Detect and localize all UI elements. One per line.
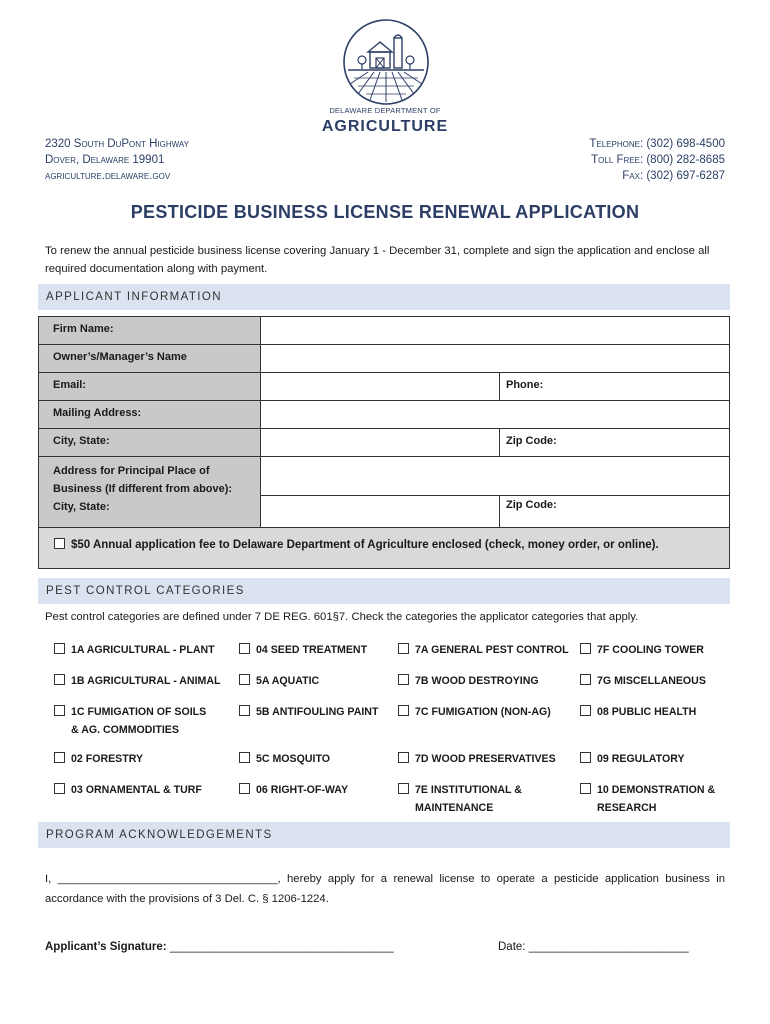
- mailing-address-label: Mailing Address:: [53, 407, 142, 419]
- firm-name-label: Firm Name:: [53, 323, 114, 335]
- category-label: 02 FORESTRY: [71, 753, 144, 765]
- category-item[interactable]: [54, 672, 220, 690]
- principal-address-label: [53, 462, 232, 516]
- firm-name-field[interactable]: [262, 317, 729, 344]
- phone-field[interactable]: [559, 373, 729, 400]
- category-item[interactable]: [239, 641, 367, 659]
- category-checkbox[interactable]: [580, 783, 591, 794]
- fee-label: $50 Annual application fee to Delaware Department of Agriculture enclosed (check, money order, or online).: [71, 539, 659, 551]
- category-checkbox[interactable]: [239, 752, 250, 763]
- owner-name-label: Owner’s/Manager’s Name: [53, 351, 187, 363]
- pest-section-heading: PEST CONTROL CATEGORIES: [38, 578, 730, 604]
- category-checkbox[interactable]: [54, 752, 65, 763]
- category-item[interactable]: [398, 672, 539, 690]
- category-item[interactable]: [398, 781, 522, 817]
- page-title: PESTICIDE BUSINESS LICENSE RENEWAL APPLICATION: [130, 202, 640, 222]
- owner-name-field[interactable]: [262, 345, 729, 372]
- city-state-field[interactable]: [262, 429, 499, 456]
- category-item[interactable]: [239, 672, 319, 690]
- mailing-address-block: [45, 136, 189, 184]
- category-item[interactable]: [580, 703, 696, 721]
- category-label-continued: & AG. COMMODITIES: [71, 724, 179, 736]
- category-label: 1B AGRICULTURAL - ANIMAL: [71, 675, 221, 687]
- category-item[interactable]: [580, 781, 715, 817]
- category-label: 5A AQUATIC: [256, 675, 320, 687]
- applicant-section-heading: APPLICANT INFORMATION: [38, 284, 730, 310]
- mailing-address-field[interactable]: [262, 401, 729, 428]
- principal-address-label-line2: Business (If different from above):: [53, 483, 233, 495]
- date-line[interactable]: _________________________: [528, 941, 689, 953]
- category-item[interactable]: [398, 750, 556, 768]
- category-label: 09 REGULATORY: [597, 753, 685, 765]
- zip-code-2-label: Zip Code:: [506, 499, 557, 511]
- applicant-table: [38, 316, 730, 528]
- city-state-label: City, State:: [53, 435, 110, 447]
- signature-label: Applicant’s Signature:: [45, 941, 167, 953]
- category-checkbox[interactable]: [398, 783, 409, 794]
- fee-checkbox[interactable]: [54, 538, 65, 549]
- department-name: AGRICULTURE: [321, 118, 449, 135]
- category-label: 5B ANTIFOULING PAINT: [256, 706, 379, 718]
- address-line-1: 2320 South DuPont Highway: [45, 138, 190, 150]
- signature-line[interactable]: ___________________________________: [169, 941, 394, 953]
- category-label: 7D WOOD PRESERVATIVES: [415, 753, 556, 765]
- category-item[interactable]: [398, 703, 551, 721]
- category-checkbox[interactable]: [398, 643, 409, 654]
- category-checkbox[interactable]: [398, 752, 409, 763]
- zip-code-field[interactable]: [569, 429, 729, 456]
- date-row: [498, 941, 689, 953]
- category-item[interactable]: [239, 781, 348, 799]
- category-checkbox[interactable]: [239, 783, 250, 794]
- email-field[interactable]: [262, 373, 499, 400]
- category-label: 1A AGRICULTURAL - PLANT: [71, 644, 215, 656]
- category-label: 7E INSTITUTIONAL &: [415, 784, 522, 796]
- category-label: 04 SEED TREATMENT: [256, 644, 368, 656]
- email-label: Email:: [53, 379, 87, 391]
- category-checkbox[interactable]: [580, 643, 591, 654]
- category-item[interactable]: [54, 750, 143, 768]
- category-checkbox[interactable]: [239, 705, 250, 716]
- zip-code-label: Zip Code:: [506, 435, 557, 447]
- category-label-continued: MAINTENANCE: [415, 802, 494, 814]
- phone-label: Phone:: [506, 379, 544, 391]
- pest-definition-text: Pest control categories are defined under 7 DE REG. 601§7. Check the categories the applicator categories that apply.: [45, 611, 639, 623]
- department-logo-icon: [336, 16, 436, 116]
- category-item[interactable]: [239, 750, 330, 768]
- fax: Fax: (302) 697-6287: [622, 170, 725, 182]
- zip-code-2-field[interactable]: [569, 496, 729, 527]
- website-link[interactable]: agriculture.delaware.gov: [45, 170, 171, 182]
- fee-checkbox-row: [54, 538, 659, 551]
- category-label: 10 DEMONSTRATION &: [597, 784, 716, 796]
- date-label: Date:: [498, 941, 526, 953]
- department-name-small: DELAWARE DEPARTMENT OF: [329, 106, 441, 115]
- principal-address-label-line1: Address for Principal Place of: [53, 465, 210, 477]
- category-item[interactable]: [580, 672, 706, 690]
- principal-address-field[interactable]: [262, 457, 729, 495]
- category-item[interactable]: [398, 641, 569, 659]
- category-label: 1C FUMIGATION OF SOILS: [71, 706, 207, 718]
- category-label: 7C FUMIGATION (NON-AG): [415, 706, 551, 718]
- category-label-continued: RESEARCH: [597, 802, 657, 814]
- contact-block: [589, 136, 725, 184]
- toll-free: Toll Free: (800) 282-8685: [591, 154, 725, 166]
- category-checkbox[interactable]: [54, 643, 65, 654]
- category-checkbox[interactable]: [580, 752, 591, 763]
- category-label: 5C MOSQUITO: [256, 753, 330, 765]
- category-checkbox[interactable]: [54, 705, 65, 716]
- ack-text: I, ___________________________________, hereby apply for a renewal license to operate a pesticide application business in accordance with the provisions of 3 Del. C. § 1206-1224.: [45, 873, 725, 905]
- category-item[interactable]: [54, 703, 206, 739]
- category-label: 06 RIGHT-OF-WAY: [256, 784, 349, 796]
- category-checkbox[interactable]: [54, 674, 65, 685]
- category-item[interactable]: [239, 703, 378, 721]
- signature-row: [45, 941, 394, 953]
- category-checkbox[interactable]: [580, 674, 591, 685]
- category-label: 08 PUBLIC HEALTH: [597, 706, 697, 718]
- address-line-2: Dover, Delaware 19901: [45, 154, 165, 166]
- category-checkbox[interactable]: [398, 705, 409, 716]
- category-label: 7A GENERAL PEST CONTROL: [415, 644, 569, 656]
- ack-section-heading: PROGRAM ACKNOWLEDGEMENTS: [38, 822, 730, 848]
- category-label: 7F COOLING TOWER: [597, 644, 704, 656]
- category-label: 7B WOOD DESTROYING: [415, 675, 539, 687]
- category-label: 7G MISCELLANEOUS: [597, 675, 706, 687]
- category-checkbox[interactable]: [398, 674, 409, 685]
- category-checkbox[interactable]: [580, 705, 591, 716]
- city-state-2-label: City, State:: [53, 501, 110, 513]
- category-item[interactable]: [54, 641, 215, 659]
- category-checkbox[interactable]: [54, 783, 65, 794]
- category-item[interactable]: [580, 641, 704, 659]
- intro-text: To renew the annual pesticide business license covering January 1 - December 31, complete and sign the application and enclose all required documentation along with payment.: [45, 245, 710, 275]
- category-checkbox[interactable]: [239, 674, 250, 685]
- telephone: Telephone: (302) 698-4500: [589, 138, 725, 150]
- category-item[interactable]: [580, 750, 685, 768]
- city-state-2-field[interactable]: [262, 496, 499, 527]
- category-label: 03 ORNAMENTAL & TURF: [71, 784, 202, 796]
- category-checkbox[interactable]: [239, 643, 250, 654]
- category-item[interactable]: [54, 781, 202, 799]
